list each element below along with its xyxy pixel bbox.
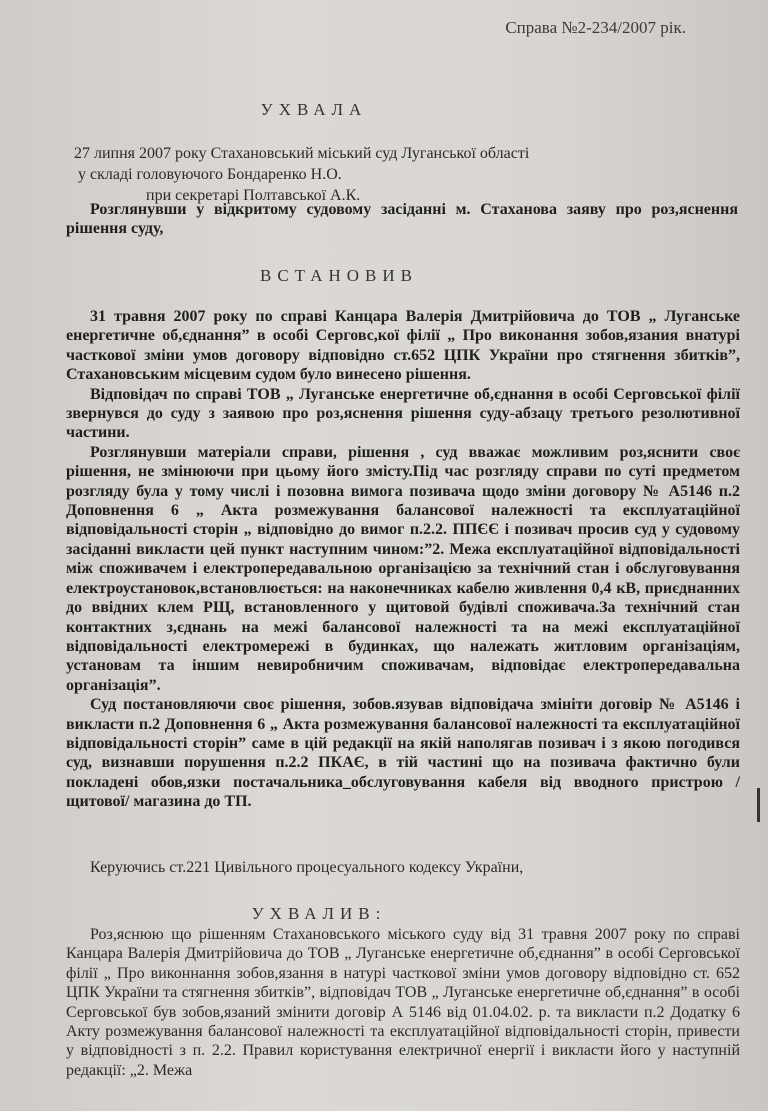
intro-judge: у складі головуючого Бондаренко Н.О.: [78, 166, 342, 183]
margin-mark: [757, 788, 760, 822]
paragraph-2: Відповідач по справі ТОВ „ Луганське енергетичне об,єднання в особі Серговської філії звернувся до суду з заявою про роз,яснення рішення суду-абзацу третього резолютивної частини.: [66, 385, 740, 442]
intro-block: [66, 143, 742, 206]
paragraph-6: Роз,яснюю що рішенням Стахановського міського суду від 31 травня 2007 року по справі Канцара Валерія Дмитрійовича до ТОВ „ Луганське енергетичне об,єднання” в особі Серговської філії „ Про виконнання зобов,язання в натурі часткової зміни умов договору відповідно ст. 652 ЦПК України та стягнення збитків”, відповідач ТОВ „ Луганське енергетичне об,єднання” в особі Серговської був зобов,язаний змінити договір А 5146 від 01.04.02. р. та викласти п.2 Додатку 6 Акту розмежування балансової належності та експлуатаційної відповідальності сторін, привести у відповідності з п. 2.2. Правил користування електричної енергії і викласти його у наступній редакції: „2. Межа: [66, 926, 740, 1079]
ruling-title: УХВАЛА: [260, 100, 368, 119]
paragraph-3: Розглянувши матеріали справи, рішення , суд вважає можливим роз,яснити своє рішення, не змінюючи при цьому його змісту.Під час розгляду справи по суті предметом розгляду була у тому числі і позовна вимога позивача щодо зміни договору № А5146 п.2 Доповнення 6 „ Акта розмежування балансової належності та експлуатаційної відповідальності сторін „ відповідно до вимог п.2.2. ППЄЄ і позивач просив суд у судовому засіданні викласти цей пункт наступним чином:”2. Межа експлуатаційної відповідальності між споживачем і електропередавальною організацією за технічний стан і обслуговування електроустановок,встановлюється: на наконечниках кабелю живлення 0,4 кВ, приєднанних до ввідних клем РЩ, встановленного у щитовой будівлі споживача.За технічний стан контактних з,єднань на межі балансової належності та на межі експлуатаційної відповідальності електромережі в будинках, що належать житловим організаціям, установам та іншим невиробничим споживачам, відповідає електропередавальна організація”.: [66, 443, 740, 694]
established-title: ВСТАНОВИВ: [259, 266, 418, 285]
case-number: Справа №2-234/2007 рік.: [505, 18, 686, 37]
paragraph-intro: Розглянувши у відкритому судовому засіданні м. Стаханова заяву про роз,яснення рішення суду,: [66, 201, 738, 238]
guided-block: [66, 858, 740, 877]
established-block: [66, 307, 740, 812]
paragraph-5: Керуючись ст.221 Цивільного процесуального кодексу України,: [90, 859, 524, 876]
intro-date-court: 27 липня 2007 року Стахановський міський суд Луганської області: [74, 145, 530, 162]
ruled-title: УХВАЛИВ:: [251, 904, 387, 923]
paragraph-4: Суд постановляючи своє рішення, зобов.язував відповідача змініти договір № А5146 і викласти п.2 Доповнення 6 „ Акта розмежування балансової належності та експлуатаційної відповідальності сторін” саме в цій редакції на якій наполягав позивач і з якою погодився суд, визнавши порушення п.2.2 ПКАЄ, в тій частині що на позивача фактично були покладені обов,язки постачальника_обслуговування кабеля від вводного пристрою /щитової/ магазина до ТП.: [66, 696, 740, 811]
intro-paragraph-block: [66, 200, 738, 239]
paragraph-1: 31 травня 2007 року по справі Канцара Валерія Дмитрійовича до ТОВ „ Луганське енергетичне об,єднання” в особі Серговс,кої філії „ Про виконання зобов,язания внатурі часткової зміни умов договору відповідно ст.652 ЦПК України про стягнення збитків”, Стахановським місцевим судом було винесено рішення.: [66, 308, 740, 384]
intro-secretary: при секретарі Полтавської А.К.: [146, 187, 361, 204]
ruled-block: [66, 925, 740, 1080]
